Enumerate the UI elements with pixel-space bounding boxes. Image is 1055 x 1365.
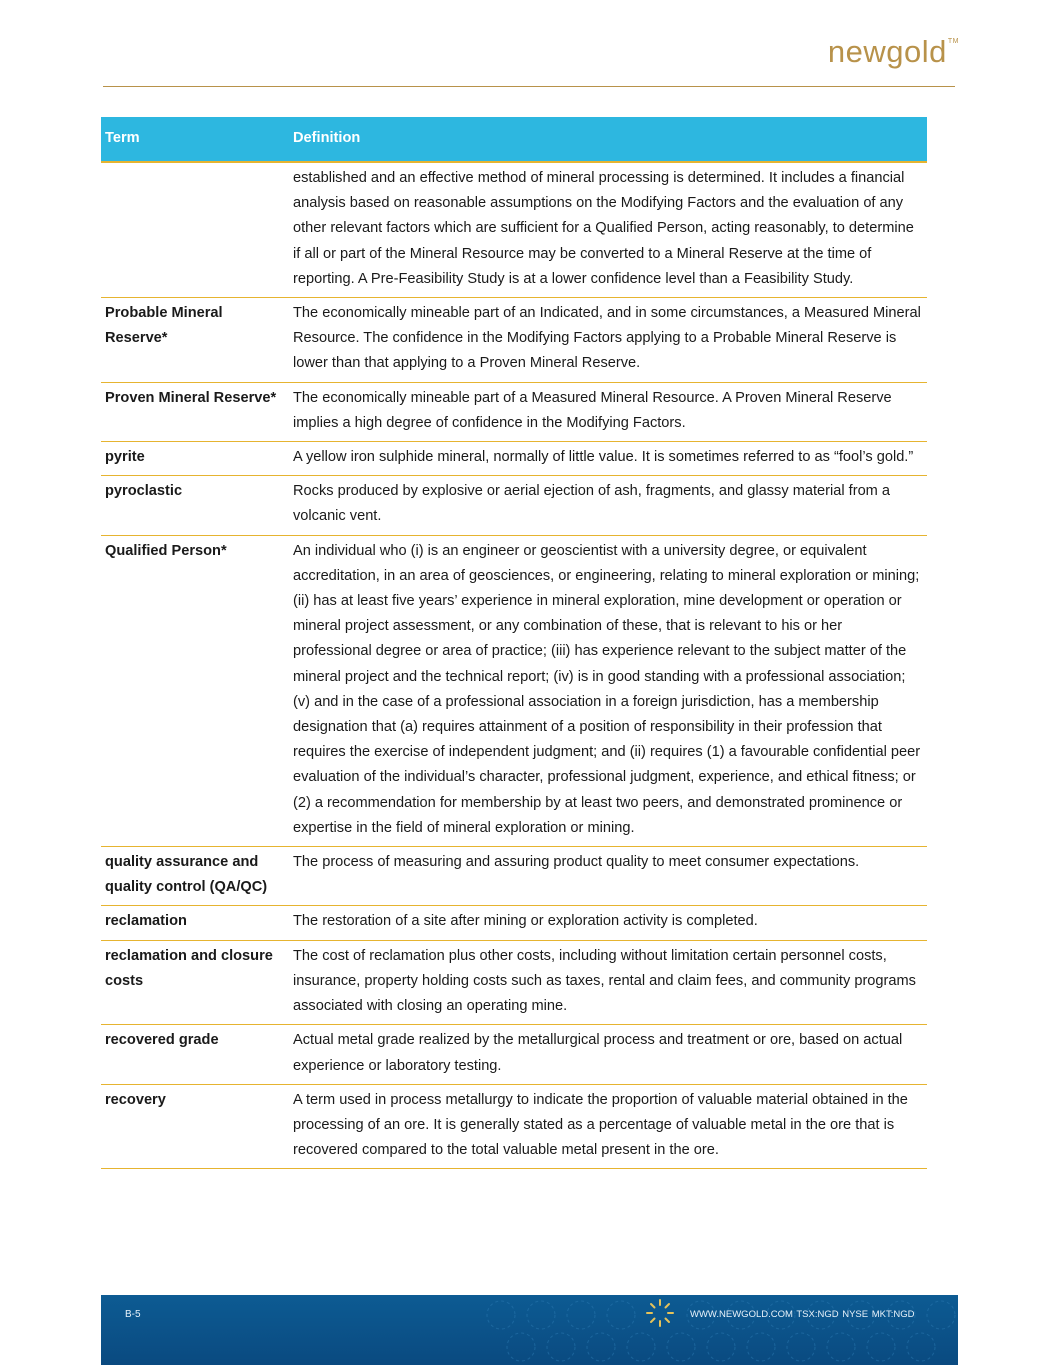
table-row [101, 1084, 927, 1169]
term-cell: reclamation and closure costs [101, 940, 289, 1025]
footer-pattern [101, 1295, 958, 1365]
table-row [101, 906, 927, 940]
definition-cell: The process of measuring and assuring product quality to meet consumer expectations. [289, 847, 927, 906]
logo-text-o: o [904, 34, 922, 69]
definition-cell: A yellow iron sulphide mineral, normally of little value. It is sometimes referred to as “fool’s gold.” [289, 442, 927, 476]
definition-cell: A term used in process metallurgy to indicate the proportion of valuable material obtained in the processing of an ore. It is generally stated as a percentage of valuable metal in the ore that is recovered compared to the total valuable metal present in the ore. [289, 1084, 927, 1169]
term-column-header: Term [101, 117, 289, 162]
table-row [101, 162, 927, 298]
term-cell: Proven Mineral Reserve* [101, 382, 289, 441]
definition-cell: Actual metal grade realized by the metallurgical process and treatment or ore, based on actual experience or laboratory testing. [289, 1025, 927, 1084]
table-row [101, 476, 927, 535]
table-row [101, 535, 927, 846]
term-cell: Qualified Person* [101, 535, 289, 846]
newgold-logo [828, 34, 959, 70]
page-number: B-5 [125, 1309, 141, 1320]
term-cell: Probable Mineral Reserve* [101, 298, 289, 383]
definition-cell: Rocks produced by explosive or aerial ejection of ash, fragments, and glassy material from a volcanic vent. [289, 476, 927, 535]
term-cell: quality assurance and quality control (QA/QC) [101, 847, 289, 906]
definition-cell: established and an effective method of mineral processing is determined. It includes a financial analysis based on reasonable assumptions on the Modifying Factors and the evaluation of any other relevant factors which are sufficient for a Qualified Person, acting reasonably, to determine if all or part of the Mineral Resource may be converted to a Mineral Reserve at the time of reporting. A Pre-Feasibility Study is at a lower confidence level than a Feasibility Study. [289, 162, 927, 298]
term-cell: recovery [101, 1084, 289, 1169]
term-cell: pyrite [101, 442, 289, 476]
definition-cell: An individual who (i) is an engineer or geoscientist with a university degree, or equivalent accreditation, in an area of geosciences, or engineering, relating to mineral exploration or mining; (ii) has at least five years’ experience in mineral exploration, mine development or operation or mineral project assessment, or any combination of these, that is relevant to his or her professional degree or area of practice; (iii) has experience relevant to the subject matter of the mineral project and the technical report; (iv) is in good standing with a professional association; (v) and in the case of a professional association in a foreign jurisdiction, has a membership designation that (a) requires attainment of a position of responsibility in their profession that requires the exercise of independent judgment; and (ii) requires (1) a favourable confidential peer evaluation of the individual’s character, professional judgment, experience, and ethical fitness; or (2) a recommendation for membership by at least two peers, and demonstrated prominence or expertise in the field of mineral exploration or mining. [289, 535, 927, 846]
table-row [101, 1025, 927, 1084]
table-row [101, 940, 927, 1025]
definition-cell: The restoration of a site after mining or exploration activity is completed. [289, 906, 927, 940]
logo-trademark: TM [947, 38, 959, 45]
term-cell: reclamation [101, 906, 289, 940]
definition-cell: The economically mineable part of a Measured Mineral Resource. A Proven Mineral Reserve implies a high degree of confidence in the Modifying Factors. [289, 382, 927, 441]
logo-text-g: g [886, 34, 904, 69]
table-row [101, 382, 927, 441]
table-row [101, 442, 927, 476]
glossary-table [101, 117, 927, 1169]
definition-cell: The economically mineable part of an Indicated, and in some circumstances, a Measured Mineral Resource. The confidence in the Modifying Factors applying to a Probable Mineral Reserve is lower than that applying to a Proven Mineral Reserve. [289, 298, 927, 383]
table-row [101, 847, 927, 906]
logo-text-prefix: new [827, 34, 887, 69]
table-header-row [101, 117, 927, 162]
table-row [101, 298, 927, 383]
page-footer [101, 1295, 958, 1365]
term-cell: pyroclastic [101, 476, 289, 535]
term-cell [101, 162, 289, 298]
definition-cell: The cost of reclamation plus other costs, including without limitation certain personnel costs, insurance, property holding costs such as taxes, rental and claim fees, and community programs associated with closing an operating mine. [289, 940, 927, 1025]
term-cell: recovered grade [101, 1025, 289, 1084]
logo-text-end: ld [921, 34, 947, 69]
header-divider [103, 86, 955, 87]
footer-links: WWW.NEWGOLD.COM TSX:NGD NYSE MKT:NGD [690, 1309, 915, 1320]
definition-column-header: Definition [289, 117, 927, 162]
sunburst-logo-icon [645, 1298, 675, 1328]
